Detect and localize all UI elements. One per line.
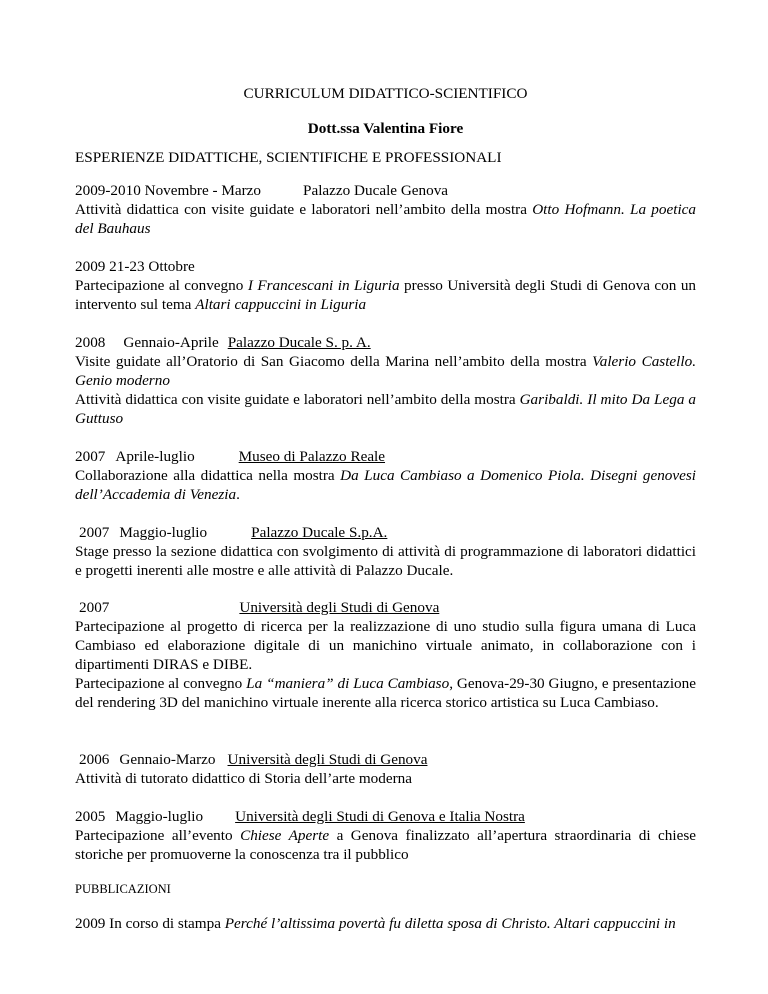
entry-3-text-2: Attività didattica con visite guidate e laboratori nell’ambito della mostra Garibaldi. Il mito Da Lega a Guttuso — [75, 391, 696, 427]
entry-1-date: 2009-2010 Novembre - Marzo — [75, 182, 261, 199]
entry-5-header — [75, 523, 696, 542]
entry-5-year: 2007 — [79, 524, 110, 541]
entry-5-org: Palazzo Ducale S.p.A. — [251, 524, 388, 541]
publication-1: 2009 In corso di stampa Perché l’altissima povertà fu diletta sposa di Christo. Altari cappuccini in — [75, 915, 676, 932]
entry-7-text: Attività di tutorato didattico di Storia dell’arte moderna — [75, 770, 412, 787]
entry-5-text: Stage presso la sezione didattica con svolgimento di attività di programmazione di laboratori didattici e progetti inerenti alle mostre e alle attività di Palazzo Ducale. — [75, 543, 696, 579]
section-heading-publications: PUBBLICAZIONI — [75, 882, 171, 896]
entry-6-text-1: Partecipazione al progetto di ricerca per la realizzazione di uno studio sulla figura umana di Luca Cambiaso ed elaborazione digitale di un manichino virtuale animato, in collaborazione con i dipartimenti DIRAS e DIBE. — [75, 618, 696, 673]
entry-4-year: 2007 — [75, 448, 106, 465]
entry-4-months: Aprile-luglio — [115, 448, 195, 465]
entry-1-exhibition-title: Otto Hofmann. La poetica del Bauhaus — [75, 201, 696, 237]
entry-3-org: Palazzo Ducale S. p. A. — [227, 334, 371, 351]
author-name: Dott.ssa Valentina Fiore — [307, 120, 464, 137]
entry-4-header — [75, 447, 696, 466]
entry-3-year: 2008 — [75, 334, 106, 351]
entry-1-text: Attività didattica con visite guidate e laboratori nell’ambito della mostra Otto Hofmann. La poetica del Bauhaus — [75, 201, 696, 237]
entry-2-text: Partecipazione al convegno I Francescani in Liguria presso Università degli Studi di Genova con un intervento sul tema Altari cappuccini in Liguria — [75, 277, 697, 313]
entry-8-text: Partecipazione all’evento Chiese Aperte a Genova finalizzato all’apertura straordinaria di chiese storiche per promuoverne la conoscenza tra il pubblico — [75, 827, 696, 863]
entry-7-months: Gennaio-Marzo — [119, 751, 216, 768]
entry-3-header — [75, 333, 696, 352]
entry-2-conference-title: I Francescani in Liguria — [247, 277, 400, 294]
entry-3-months: Gennaio-Aprile — [123, 334, 219, 351]
entry-7-header — [75, 750, 696, 769]
entry-1-header — [75, 181, 696, 200]
entry-6-year: 2007 — [79, 599, 110, 616]
entry-7-year: 2006 — [79, 751, 110, 768]
entry-8-months: Maggio-luglio — [115, 808, 204, 825]
entry-4-text: Collaborazione alla didattica nella mostra Da Luca Cambiaso a Domenico Piola. Disegni genovesi dell’Accademia di Venezia. — [75, 467, 696, 503]
entry-8-header — [75, 807, 696, 826]
entry-3-text-1: Visite guidate all’Oratorio di San Giacomo della Marina nell’ambito della mostra Valerio Castello. Genio moderno — [75, 353, 696, 389]
entry-8-org: Università degli Studi di Genova e Italia Nostra — [235, 808, 525, 825]
entry-8-year: 2005 — [75, 808, 106, 825]
entry-4-org: Museo di Palazzo Reale — [238, 448, 386, 465]
entry-1-org: Palazzo Ducale Genova — [303, 182, 449, 199]
entry-2-date: 2009 21-23 Ottobre — [75, 258, 195, 275]
entry-7-org: Università degli Studi di Genova — [227, 751, 428, 768]
doc-title: CURRICULUM DIDATTICO-SCIENTIFICO — [243, 85, 528, 102]
section-heading-experiences: ESPERIENZE DIDATTICHE, SCIENTIFICHE E PROFESSIONALI — [75, 149, 502, 166]
entry-6-header — [75, 598, 696, 617]
entry-6-org: Università degli Studi di Genova — [239, 599, 440, 616]
entry-2-talk-title: Altari cappuccini in Liguria — [195, 296, 367, 313]
entry-5-months: Maggio-luglio — [119, 524, 208, 541]
entry-6-text-2: Partecipazione al convegno La “maniera” di Luca Cambiaso, Genova-29-30 Giugno, e presentazione del rendering 3D del manichino virtuale inerente alla ricerca storico artistica su Luca Cambiaso. — [75, 675, 696, 711]
